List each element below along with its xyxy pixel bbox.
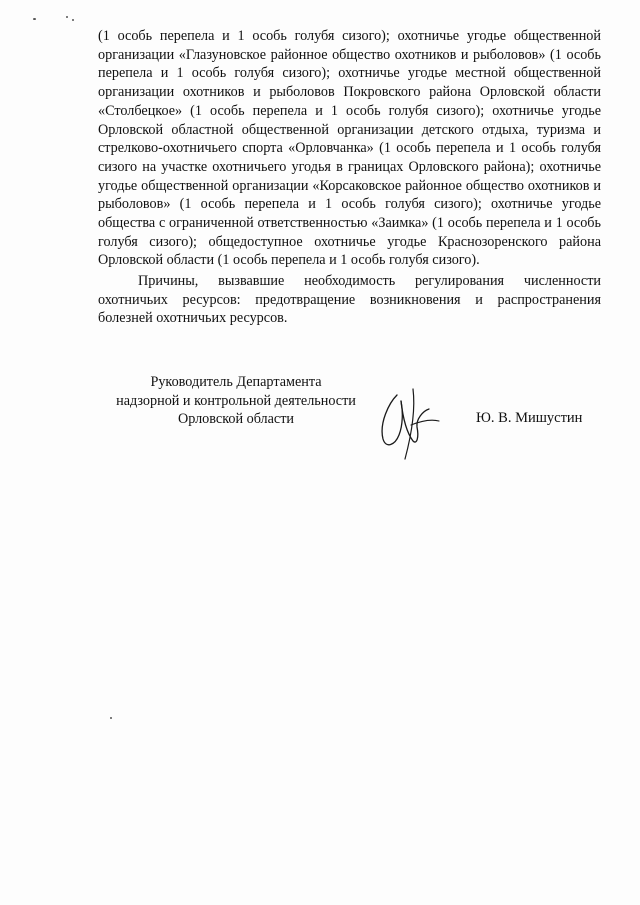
signatory-title — [106, 373, 366, 429]
signatory-name: Ю. В. Мишустин — [476, 410, 583, 426]
scan-speck — [72, 19, 74, 21]
signatory-title-line: надзорной и контрольной деятельности — [116, 392, 356, 409]
scan-speck — [110, 717, 112, 719]
signature-block — [98, 373, 601, 463]
handwritten-signature-icon — [373, 381, 453, 463]
body-paragraph: (1 особь перепела и 1 особь голубя сизого); охотничье угодье общественной организации «Глазуновское районное общество охотников и рыболовов» (1 особь перепела и 1 особь голубя сизого); охотничье угодье местной общественной организации охотников и рыболовов Покровского района Орловской области «Столбецкое» (1 особь перепела и 1 особь голубя сизого); охотничье угодье Орловской областной общественной организации детского отдыха, туризма и стрелково-охотничьего спорта «Орловчанка» (1 особь перепела и 1 особь голубя сизого на участке охотничьего угодья в границах Орловского района); охотничье угодье общественной организации «Корсаковское районное общество охотников и рыболовов» (1 особь перепела и 1 особь голубя сизого); охотничье угодье общества с ограниченной ответственностью «Заимка» (1 особь перепела и 1 особь голубя сизого); общедоступное охотничье угодье Краснозоренского района Орловской области (1 особь перепела и 1 особь голубя сизого). — [98, 28, 601, 269]
reasons-paragraph: Причины, вызвавшие необходимость регулирования численности охотничьих ресурсов: предотвращение возникновения и распространения болезней охотничьих ресурсов. — [98, 273, 601, 327]
scan-speck — [66, 16, 68, 18]
signatory-title-line: Руководитель Департамента — [150, 374, 322, 390]
signatory-title-line: Орловской области — [177, 411, 295, 428]
scan-speck — [33, 18, 36, 20]
